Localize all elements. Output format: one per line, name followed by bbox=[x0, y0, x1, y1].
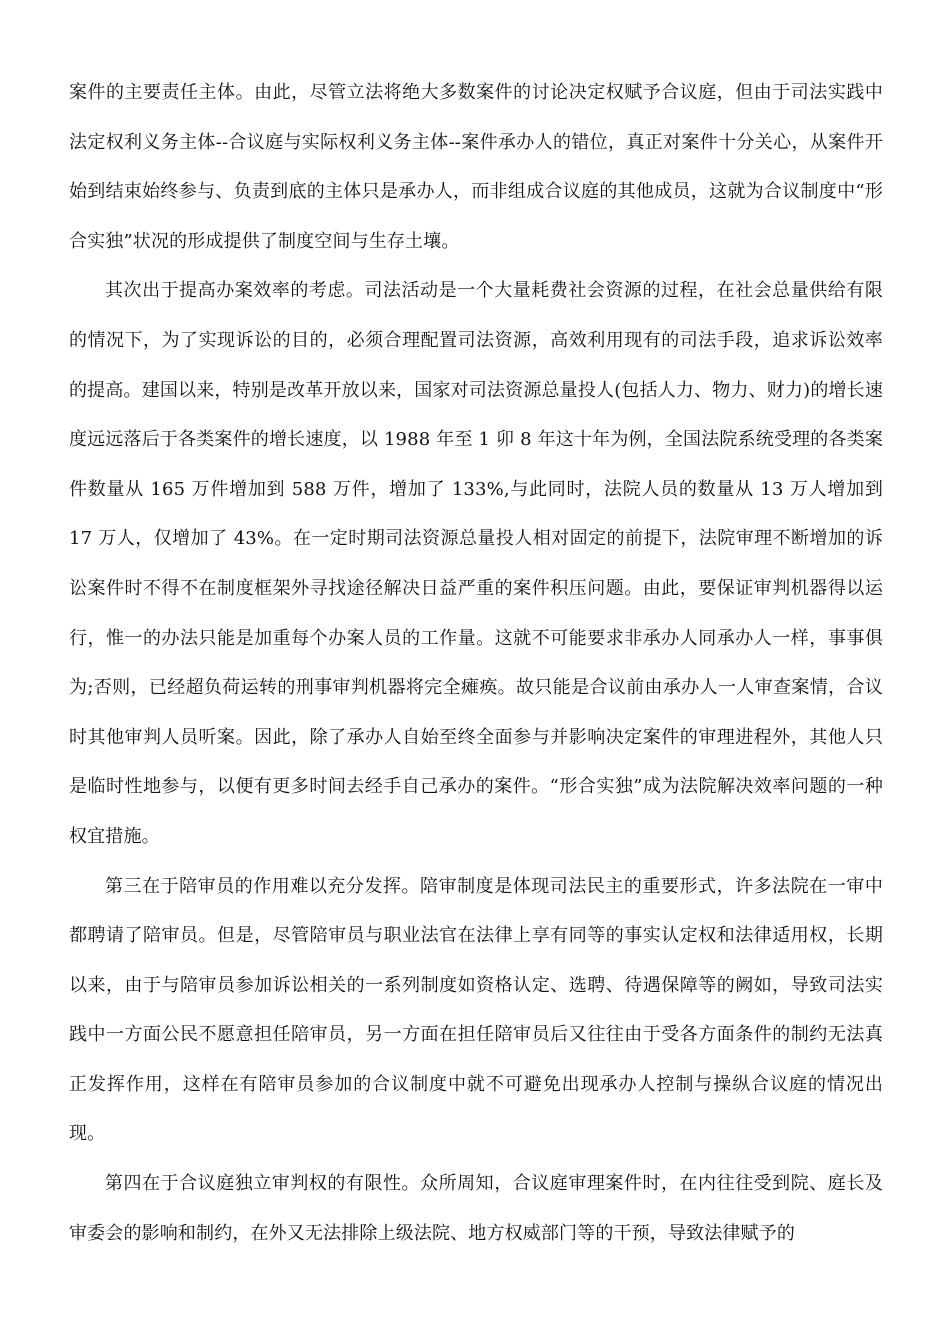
paragraph-3: 第三在于陪审员的作用难以充分发挥。陪审制度是体现司法民主的重要形式，许多法院在一审中都聘请了陪审员。但是，尽管陪审员与职业法官在法律上享有同等的事实认定权和法律适用权，长期以来，由于与陪审员参加诉讼相关的一系列制度如资格认定、选聘、待遇保障等的阙如，导致司法实践中一方面公民不愿意担任陪审员，另一方面在担任陪审员后又往往由于受各方面条件的制约无法真正发挥作用，这样在有陪审员参加的合议制度中就不可避免出现承办人控制与操纵合议庭的情况出现。 bbox=[69, 875, 883, 1145]
paragraph-4: 第四在于合议庭独立审判权的有限性。众所周知，合议庭审理案件时，在内往往受到院、庭长及审委会的影响和制约，在外又无法排除上级法院、地方权威部门等的干预，导致法律赋予的 bbox=[69, 1173, 883, 1244]
paragraph-1: 案件的主要责任主体。由此，尽管立法将绝大多数案件的讨论决定权赋予合议庭，但由于司法实践中法定权利义务主体--合议庭与实际权利义务主体--案件承办人的错位，真正对案件十分关心，从案件开始到结束始终参与、负责到底的主体只是承办人，而非组成合议庭的其他成员，这就为合议制度中“形合实独”状况的形成提供了制度空间与生存土壤。 bbox=[69, 82, 883, 252]
document-body bbox=[69, 68, 883, 1258]
paragraph-2: 其次出于提高办案效率的考虑。司法活动是一个大量耗费社会资源的过程，在社会总量供给有限的情况下，为了实现诉讼的目的，必须合理配置司法资源，高效利用现有的司法手段，追求诉讼效率的提高。建国以来，特别是改革开放以来，国家对司法资源总量投人(包括人力、物力、财力)的增长速度远远落后于各类案件的增长速度，以 1988 年至 1 卯 8 年这十年为例，全国法院系统受理的各类案件数量从 165 万件增加到 588 万件，增加了 133%,与此同时，法院人员的数量从 13 万人增加到 17 万人，仅增加了 43%。在一定时期司法资源总量投人相对固定的前提下，法院审理不断增加的诉讼案件时不得不在制度框架外寻找途径解决日益严重的案件积压问题。由此，要保证审判机器得以运行，惟一的办法只能是加重每个办案人员的工作量。这就不可能要求非承办人同承办人一样，事事俱为;否则，已经超负荷运转的刑事审判机器将完全瘫痪。故只能是合议前由承办人一人审查案情，合议时其他审判人员听案。因此，除了承办人自始至终全面参与并影响决定案件的审理进程外，其他人只是临时性地参与，以便有更多时间去经手自己承办的案件。“形合实独”成为法院解决效率问题的一种权宜措施。 bbox=[69, 280, 883, 847]
